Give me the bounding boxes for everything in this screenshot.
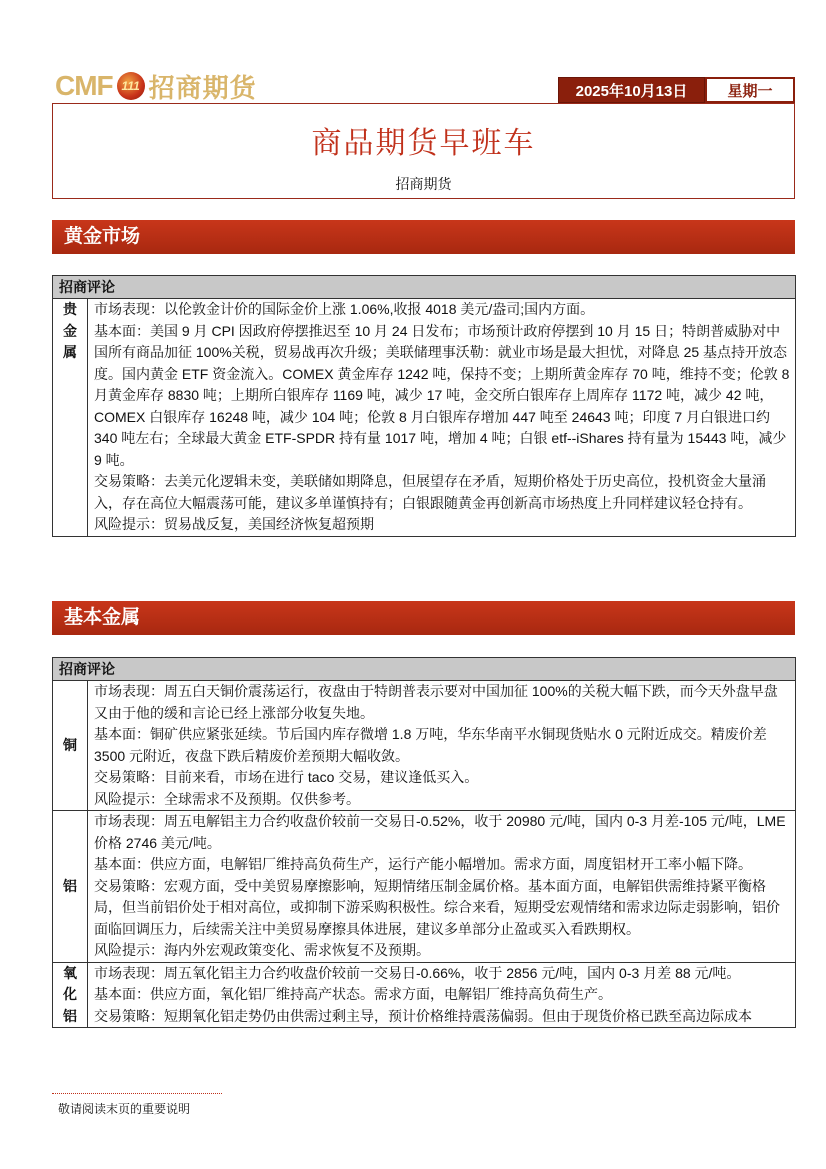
comment-paragraph: 风险提示：贸易战反复，美国经济恢复超预期 <box>94 516 374 532</box>
page-title: 商品期货早班车 <box>311 126 536 161</box>
report-date: 2025年10月13日 <box>558 77 705 103</box>
row-label <box>53 299 88 537</box>
row-label-text: 铝 <box>63 877 77 894</box>
row-label-text: 氧化铝 <box>63 964 77 1024</box>
base-metals-comment-table <box>52 657 796 1028</box>
page-subtitle: 招商期货 <box>395 176 452 192</box>
comment-paragraph: 市场表现：周五电解铝主力合约收盘价较前一交易日-0.52%，收于 20980 元/吨，国内 0-3 月差-105 元/吨，LME 价格 2746 美元/吨。 <box>94 813 786 851</box>
row-content <box>88 811 796 963</box>
comment-paragraph: 市场表现：周五白天铜价震荡运行，夜盘由于特朗普表示要对中国加征 100%的关税大幅下跌，而今天外盘早盘又由于他的缓和言论已经上涨部分收复失地。 <box>94 683 778 721</box>
comment-paragraph: 市场表现：周五氧化铝主力合约收盘价较前一交易日-0.66%，收于 2856 元/吨，国内 0-3 月差 88 元/吨。 <box>94 964 741 981</box>
logo-cmf: CMF <box>55 70 113 101</box>
comment-paragraph: 基本面：铜矿供应紧张延续。节后国内库存微增 1.8 万吨，华东华南平水铜现货贴水 0 元附近成交。精废价差 3500 元附近，夜盘下跌后精废价差预期大幅收敛。 <box>94 726 767 764</box>
comment-paragraph: 风险提示：海内外宏观政策变化、需求恢复不及预期。 <box>94 942 430 958</box>
table-header: 招商评论 <box>53 658 796 681</box>
comment-paragraph: 风险提示：全球需求不及预期。仅供参考。 <box>94 790 360 807</box>
section-base-metals-title: 基本金属 <box>52 601 795 635</box>
comment-paragraph: 基本面：供应方面，氧化铝厂维持高产状态。需求方面，电解铝厂维持高负荷生产。 <box>94 986 612 1002</box>
row-label <box>53 681 88 811</box>
comment-paragraph: 基本面：供应方面，电解铝厂维持高负荷生产，运行产能小幅增加。需求方面，周度铝材开工率小幅下降。 <box>94 856 752 872</box>
section-gold-title: 黄金市场 <box>52 220 795 254</box>
comment-paragraph: 交易策略：去美元化逻辑未变，美联储如期降息，但展望存在矛盾，短期价格处于历史高位，投机资金大量涌入，存在高位大幅震荡可能，建议多单谨慎持有；白银跟随黄金再创新高市场热度上升同样建议轻仓持有。 <box>94 473 766 511</box>
footer-note: 敬请阅读末页的重要说明 <box>58 1102 191 1116</box>
table-row <box>53 811 796 963</box>
comment-paragraph: 交易策略：目前来看，市场在进行 taco 交易，建议逢低买入。 <box>94 769 479 785</box>
row-content <box>88 299 796 537</box>
row-label <box>53 962 88 1028</box>
comment-paragraph: 交易策略：宏观方面，受中美贸易摩擦影响，短期情绪压制金属价格。基本面方面，电解铝供需维持紧平衡格局，但当前铝价处于相对高位，或抑制下游采购积极性。综合来看，短期受宏观情绪和需求边际走弱影响，铝价面临回调压力，后续需关注中美贸易摩擦具体进展，建议多单部分止盈或买入看跌期权。 <box>94 877 780 937</box>
footer-divider <box>52 1093 222 1094</box>
row-content <box>88 681 796 811</box>
comment-paragraph: 市场表现：以伦敦金计价的国际金价上涨 1.06%,收报 4018 美元/盎司;国内方面。 <box>94 301 595 317</box>
table-row <box>53 299 796 537</box>
report-weekday: 星期一 <box>705 77 795 103</box>
row-label-text: 铜 <box>63 736 77 753</box>
logo-emblem-icon: 111 <box>117 72 145 100</box>
title-box <box>52 103 795 199</box>
table-row <box>53 962 796 1028</box>
company-logo <box>55 68 257 104</box>
row-label-text: 贵金属 <box>63 301 77 360</box>
row-content <box>88 962 796 1028</box>
logo-chinese: 招商期货 <box>148 72 257 103</box>
table-header: 招商评论 <box>53 276 796 299</box>
comment-paragraph: 基本面：美国 9 月 CPI 因政府停摆推迟至 10 月 24 日发布；市场预计政府停摆到 10 月 15 日；特朗普威胁对中国所有商品加征 100%关税，贸易战再次升级；美联储理事沃勒：就业市场是最大担忧，对降息 25 基点持开放态度。国内黄金 ETF 资金流入。COMEX 黄金库存 1242 吨，保持不变；上期所黄金库存 70 吨，维持不变；伦敦 8 月黄金库存 8830 吨；上期所白银库存 1169 吨，减少 17 吨，金交所白银库存上周库存 1172 吨，减少 42 吨，COMEX 白银库存 16248 吨，减少 104 吨；伦敦 8 月白银库存增加 447 吨至 24643 吨；印度 7 月白银进口约 340 吨左右；全球最大黄金 ETF-SPDR 持有量 1017 吨，增加 4 吨；白银 etf--iShares 持有量为 15443 吨，减少 9 吨。 <box>94 322 790 468</box>
gold-comment-table <box>52 275 796 537</box>
table-row <box>53 681 796 811</box>
row-label <box>53 811 88 963</box>
comment-paragraph: 交易策略：短期氧化铝走势仍由供需过剩主导，预计价格维持震荡偏弱。但由于现货价格已跌至高边际成本 <box>94 1007 752 1024</box>
